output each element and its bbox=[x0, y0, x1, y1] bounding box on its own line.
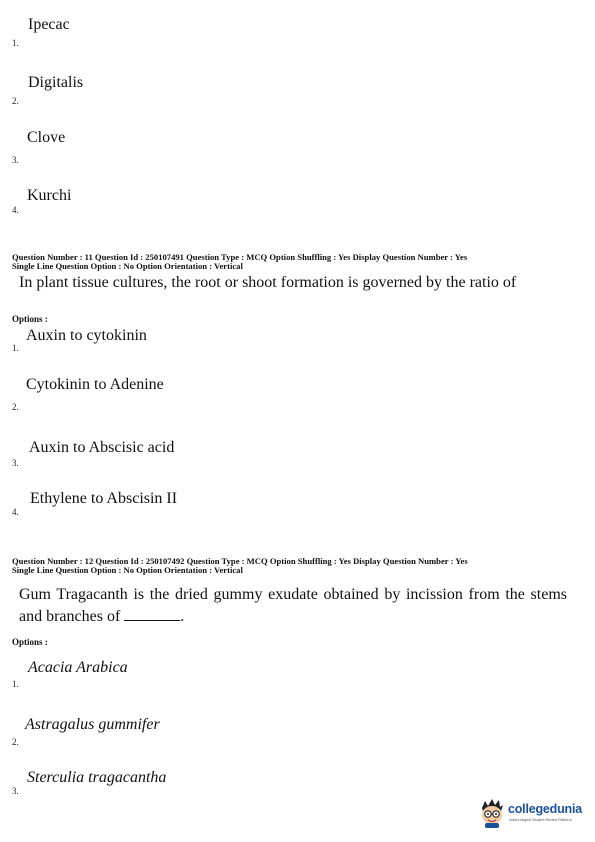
q11-option-1-number: 1. bbox=[12, 343, 19, 353]
q12-option-1-number: 1. bbox=[12, 679, 19, 689]
q11-question-text: In plant tissue cultures, the root or shoot formation is governed by the ratio of bbox=[19, 274, 517, 291]
q12-question-text-end: . bbox=[180, 608, 185, 625]
collegedunia-logo bbox=[478, 796, 590, 832]
q12-option-2-number: 2. bbox=[12, 737, 19, 747]
q11-option-3-text: Auxin to Abscisic acid bbox=[29, 439, 175, 456]
q11-option-2-number: 2. bbox=[12, 402, 19, 412]
prev-option-4-number: 4. bbox=[12, 205, 19, 215]
q12-option-2-text: Astragalus gummifer bbox=[25, 716, 160, 733]
q12-question-text-main: Gum Tragacanth is the dried gummy exudate obtained by incission from the stems and branches of bbox=[19, 586, 567, 625]
prev-option-1-number: 1. bbox=[12, 38, 19, 48]
q11-options-label: Options : bbox=[12, 314, 48, 324]
q12-option-1-text: Acacia Arabica bbox=[28, 659, 128, 676]
q11-meta-line-2: Single Line Question Option : No Option Orientation : Vertical bbox=[12, 261, 243, 271]
prev-option-2-number: 2. bbox=[12, 96, 19, 106]
prev-option-3-text: Clove bbox=[27, 129, 66, 146]
prev-option-2-text: Digitalis bbox=[28, 74, 84, 91]
q11-option-1-text: Auxin to cytokinin bbox=[26, 327, 147, 344]
logo-brand-text: collegedunia bbox=[508, 802, 583, 816]
prev-option-1-text: Ipecac bbox=[28, 16, 70, 33]
logo-tagline: India's largest Student Review Platform bbox=[509, 818, 572, 822]
mascot-icon bbox=[478, 798, 506, 828]
q11-option-4-number: 4. bbox=[12, 507, 19, 517]
q11-option-3-number: 3. bbox=[12, 458, 19, 468]
q12-option-3-number: 3. bbox=[12, 786, 19, 796]
q11-meta-line-1: Question Number : 11 Question Id : 250107491 Question Type : MCQ Option Shuffling : Yes Display Question Number : Yes bbox=[12, 252, 468, 262]
q11-option-4-text: Ethylene to Abscisin II bbox=[30, 490, 178, 507]
q12-option-3-text: Sterculia tragacantha bbox=[27, 769, 167, 786]
q11-option-2-text: Cytokinin to Adenine bbox=[26, 376, 164, 393]
q12-meta-line-2: Single Line Question Option : No Option Orientation : Vertical bbox=[12, 565, 243, 575]
q12-options-label: Options : bbox=[12, 637, 48, 647]
q12-fill-in-blank bbox=[124, 608, 180, 621]
q12-question-text bbox=[19, 584, 567, 628]
q12-meta-line-1: Question Number : 12 Question Id : 250107492 Question Type : MCQ Option Shuffling : Yes Display Question Number : Yes bbox=[12, 556, 468, 566]
prev-option-4-text: Kurchi bbox=[27, 187, 72, 204]
prev-option-3-number: 3. bbox=[12, 155, 19, 165]
